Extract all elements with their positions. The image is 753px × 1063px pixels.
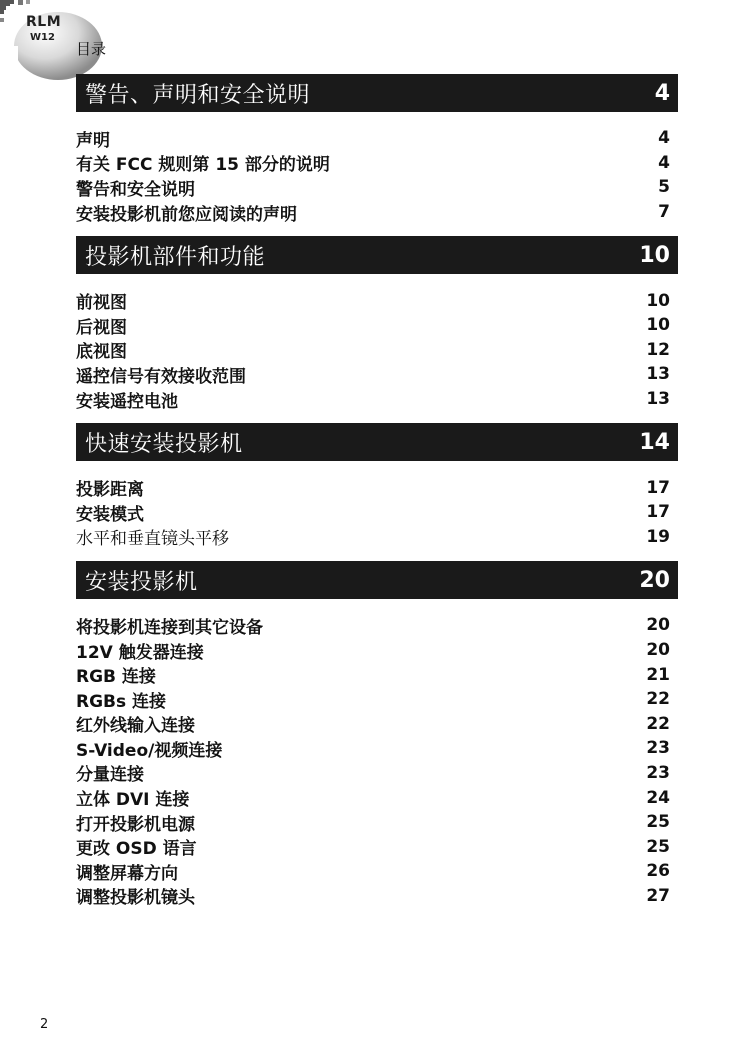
- toc-entry-page: 10: [646, 315, 670, 336]
- toc-entry-page: 27: [646, 885, 670, 906]
- toc-entry-page: 24: [646, 787, 670, 808]
- toc-section: [76, 74, 678, 236]
- toc-entry-page: 4: [658, 128, 670, 149]
- section-header[interactable]: [76, 561, 678, 599]
- toc-entry-label: 警告和安全说明: [76, 179, 195, 200]
- section-title: 安装投影机: [85, 569, 198, 595]
- toc-entry[interactable]: [76, 151, 678, 176]
- section-page-number: 10: [639, 242, 670, 268]
- toc-entry[interactable]: [76, 638, 678, 663]
- toc-entry-page: 4: [658, 152, 670, 173]
- toc-entry[interactable]: [76, 200, 678, 225]
- toc-entry[interactable]: [76, 662, 678, 687]
- toc-entry[interactable]: [76, 500, 678, 525]
- logo-text-line2: W12: [30, 32, 55, 43]
- toc-entry-label: 水平和垂直镜头平移: [76, 529, 229, 550]
- toc-entry[interactable]: [76, 338, 678, 363]
- toc-entry-label: 安装投影机前您应阅读的声明: [76, 204, 297, 225]
- footer-page-number: 2: [40, 1017, 49, 1032]
- toc-section: [76, 561, 678, 920]
- table-of-contents: [76, 74, 678, 920]
- toc-entry-label: S-Video/视频连接: [76, 740, 223, 761]
- toc-entry-page: 12: [646, 339, 670, 360]
- toc-entry-page: 23: [646, 738, 670, 759]
- toc-entry[interactable]: [76, 288, 678, 313]
- toc-entry-label: 投影距离: [76, 480, 144, 501]
- toc-entry-label: 有关 FCC 规则第 15 部分的说明: [76, 155, 330, 176]
- toc-entry-page: 10: [646, 290, 670, 311]
- toc-entry[interactable]: [76, 810, 678, 835]
- toc-entry-label: 遥控信号有效接收范围: [76, 366, 246, 387]
- toc-entry-label: 底视图: [76, 342, 127, 363]
- toc-entry-label: 声明: [76, 130, 110, 151]
- toc-entry[interactable]: [76, 126, 678, 151]
- toc-entry-page: 23: [646, 762, 670, 783]
- toc-entry-label: 12V 触发器连接: [76, 642, 204, 663]
- toc-entry-label: 安装遥控电池: [76, 391, 178, 412]
- toc-entry-label: 调整屏幕方向: [76, 863, 178, 884]
- toc-entry-page: 19: [646, 526, 670, 547]
- toc-entry[interactable]: [76, 687, 678, 712]
- toc-entry-label: 更改 OSD 语言: [76, 839, 197, 860]
- section-title: 投影机部件和功能: [85, 244, 266, 270]
- toc-entry[interactable]: [76, 859, 678, 884]
- toc-heading: 目录: [76, 40, 107, 58]
- toc-entry[interactable]: [76, 475, 678, 500]
- toc-entry-label: 打开投影机电源: [76, 814, 195, 835]
- section-page-number: 14: [639, 429, 670, 455]
- toc-section: [76, 423, 678, 561]
- toc-entry[interactable]: [76, 387, 678, 412]
- section-header[interactable]: [76, 74, 678, 112]
- toc-entry-page: 17: [646, 502, 670, 523]
- toc-entry[interactable]: [76, 175, 678, 200]
- section-header[interactable]: [76, 423, 678, 461]
- toc-entry-label: 立体 DVI 连接: [76, 790, 190, 811]
- toc-entry[interactable]: [76, 313, 678, 338]
- toc-entry[interactable]: [76, 525, 678, 550]
- toc-entry[interactable]: [76, 362, 678, 387]
- toc-entry[interactable]: [76, 736, 678, 761]
- toc-entry-label: 后视图: [76, 317, 127, 338]
- section-title: 警告、声明和安全说明: [85, 82, 311, 108]
- toc-entry-label: 分量连接: [76, 765, 144, 786]
- toc-entry-label: 红外线输入连接: [76, 716, 195, 737]
- toc-entry[interactable]: [76, 613, 678, 638]
- toc-entry-label: 调整投影机镜头: [76, 888, 195, 909]
- toc-entry-page: 7: [658, 202, 670, 223]
- toc-entry[interactable]: [76, 834, 678, 859]
- toc-entry-page: 26: [646, 861, 670, 882]
- toc-entry-label: 将投影机连接到其它设备: [76, 617, 263, 638]
- toc-entry[interactable]: [76, 712, 678, 737]
- toc-entry[interactable]: [76, 884, 678, 909]
- toc-entry[interactable]: [76, 785, 678, 810]
- toc-entry-page: 5: [658, 177, 670, 198]
- toc-entry-page: 17: [646, 477, 670, 498]
- toc-entry-page: 22: [646, 689, 670, 710]
- toc-entry-page: 21: [646, 664, 670, 685]
- toc-entry-label: 前视图: [76, 293, 127, 314]
- section-page-number: 4: [654, 80, 670, 106]
- toc-entry-page: 22: [646, 713, 670, 734]
- toc-entry-page: 13: [646, 364, 670, 385]
- toc-entry-label: 安装模式: [76, 504, 144, 525]
- toc-entry-label: RGBs 连接: [76, 691, 167, 712]
- toc-entry-page: 20: [646, 615, 670, 636]
- toc-entry-page: 20: [646, 640, 670, 661]
- toc-entry-label: RGB 连接: [76, 667, 156, 688]
- toc-entry-page: 25: [646, 812, 670, 833]
- toc-entry-page: 25: [646, 836, 670, 857]
- section-header[interactable]: [76, 236, 678, 274]
- section-page-number: 20: [639, 567, 670, 593]
- toc-section: [76, 236, 678, 423]
- toc-entry[interactable]: [76, 761, 678, 786]
- toc-entry-page: 13: [646, 389, 670, 410]
- logo-text-line1: RLM: [26, 14, 62, 30]
- section-title: 快速安装投影机: [85, 431, 243, 457]
